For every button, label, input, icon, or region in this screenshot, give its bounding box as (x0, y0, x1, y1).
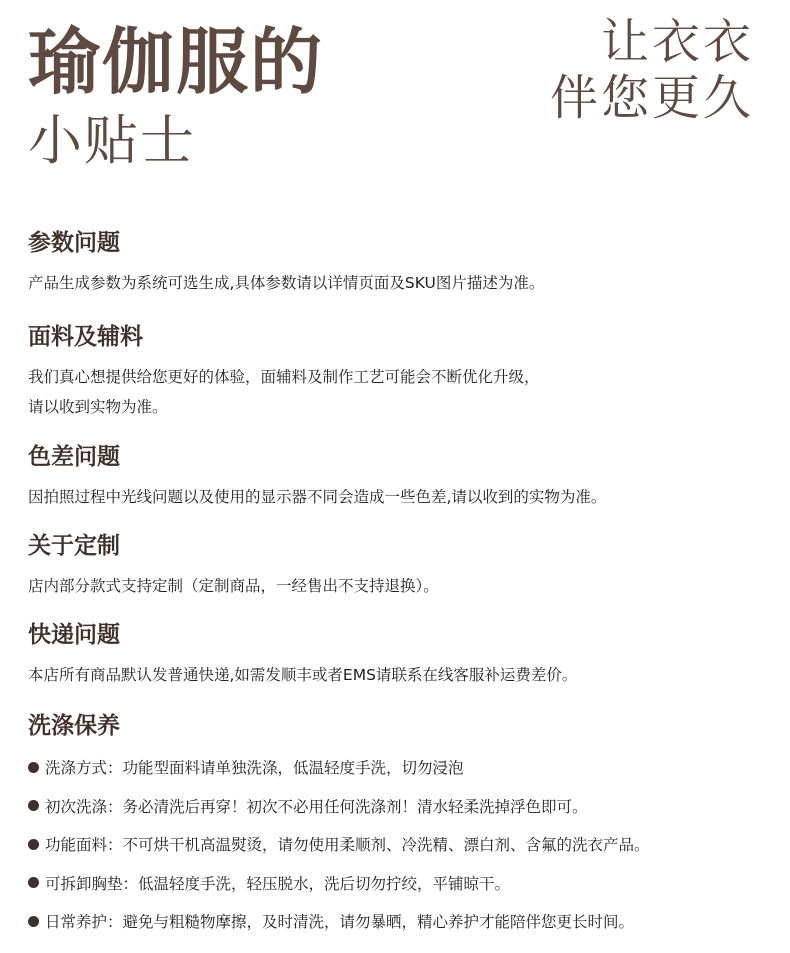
section-care (28, 711, 770, 941)
section-params (28, 228, 770, 298)
care-item (28, 787, 770, 826)
care-item-label: 可拆卸胸垫： (45, 874, 139, 893)
care-item-text: 不可烘干机高温熨烫，请勿使用柔顺剂、冷洗精、漂白剂、含氟的洗衣产品。 (122, 836, 650, 855)
section-title: 面料及辅料 (28, 324, 143, 350)
section-shipping (28, 620, 770, 690)
slogan-line-2: 伴您更久 (549, 70, 754, 126)
care-item-label: 洗涤方式： (45, 759, 123, 778)
care-item-text: 功能型面料请单独洗涤，低温轻度手洗，切勿浸泡 (122, 759, 464, 778)
section-title: 快递问题 (28, 622, 120, 648)
section-text: 因拍照过程中光线问题以及使用的显示器不同会造成一些色差,请以收到的实物为准。 (28, 488, 607, 506)
care-item-text: 避免与粗糙物摩擦，及时清洗，请勿暴晒，精心养护才能陪伴您更长时间。 (122, 913, 635, 932)
page-title: 瑜伽服的 (28, 20, 325, 104)
section-title: 洗涤保养 (28, 713, 120, 739)
section-title: 参数问题 (28, 230, 120, 256)
slogan-line-1: 让衣衣 (600, 14, 754, 70)
care-item (28, 825, 770, 864)
slogan (550, 14, 754, 126)
section-title: 色差问题 (28, 444, 120, 470)
section-text: 我们真心想提供给您更好的体验，面辅料及制作工艺可能会不断优化升级， (28, 368, 540, 386)
section-fabric (28, 322, 770, 422)
care-item (28, 748, 770, 787)
care-item-text: 低温轻度手洗，轻压脱水，洗后切勿拧绞，平铺晾干。 (138, 874, 511, 893)
page-header-left (28, 18, 324, 172)
care-item-label: 日常养护： (45, 913, 123, 932)
page-subtitle: 小贴士 (28, 109, 196, 172)
bullet-icon (28, 839, 39, 850)
bullet-icon (28, 877, 39, 888)
section-text: 店内部分款式支持定制（定制商品，一经售出不支持退换）。 (28, 577, 439, 595)
care-item (28, 902, 770, 941)
section-text: 本店所有商品默认发普通快递,如需发顺丰或者EMS请联系在线客服补运费差价。 (28, 666, 578, 684)
section-text: 产品生成参数为系统可选生成,具体参数请以详情页面及SKU图片描述为准。 (28, 274, 545, 292)
bullet-icon (28, 916, 39, 927)
care-item-label: 功能面料： (45, 836, 123, 855)
bullet-icon (28, 800, 39, 811)
care-item-label: 初次洗涤： (45, 797, 123, 816)
care-item-text: 务必清洗后再穿！初次不必用任何洗涤剂！清水轻柔洗掉浮色即可。 (122, 797, 588, 816)
section-color (28, 442, 770, 512)
section-custom (28, 531, 770, 601)
section-text: 请以收到实物为准。 (28, 398, 168, 416)
bullet-icon (28, 762, 39, 773)
section-title: 关于定制 (28, 533, 120, 559)
care-item (28, 864, 770, 903)
